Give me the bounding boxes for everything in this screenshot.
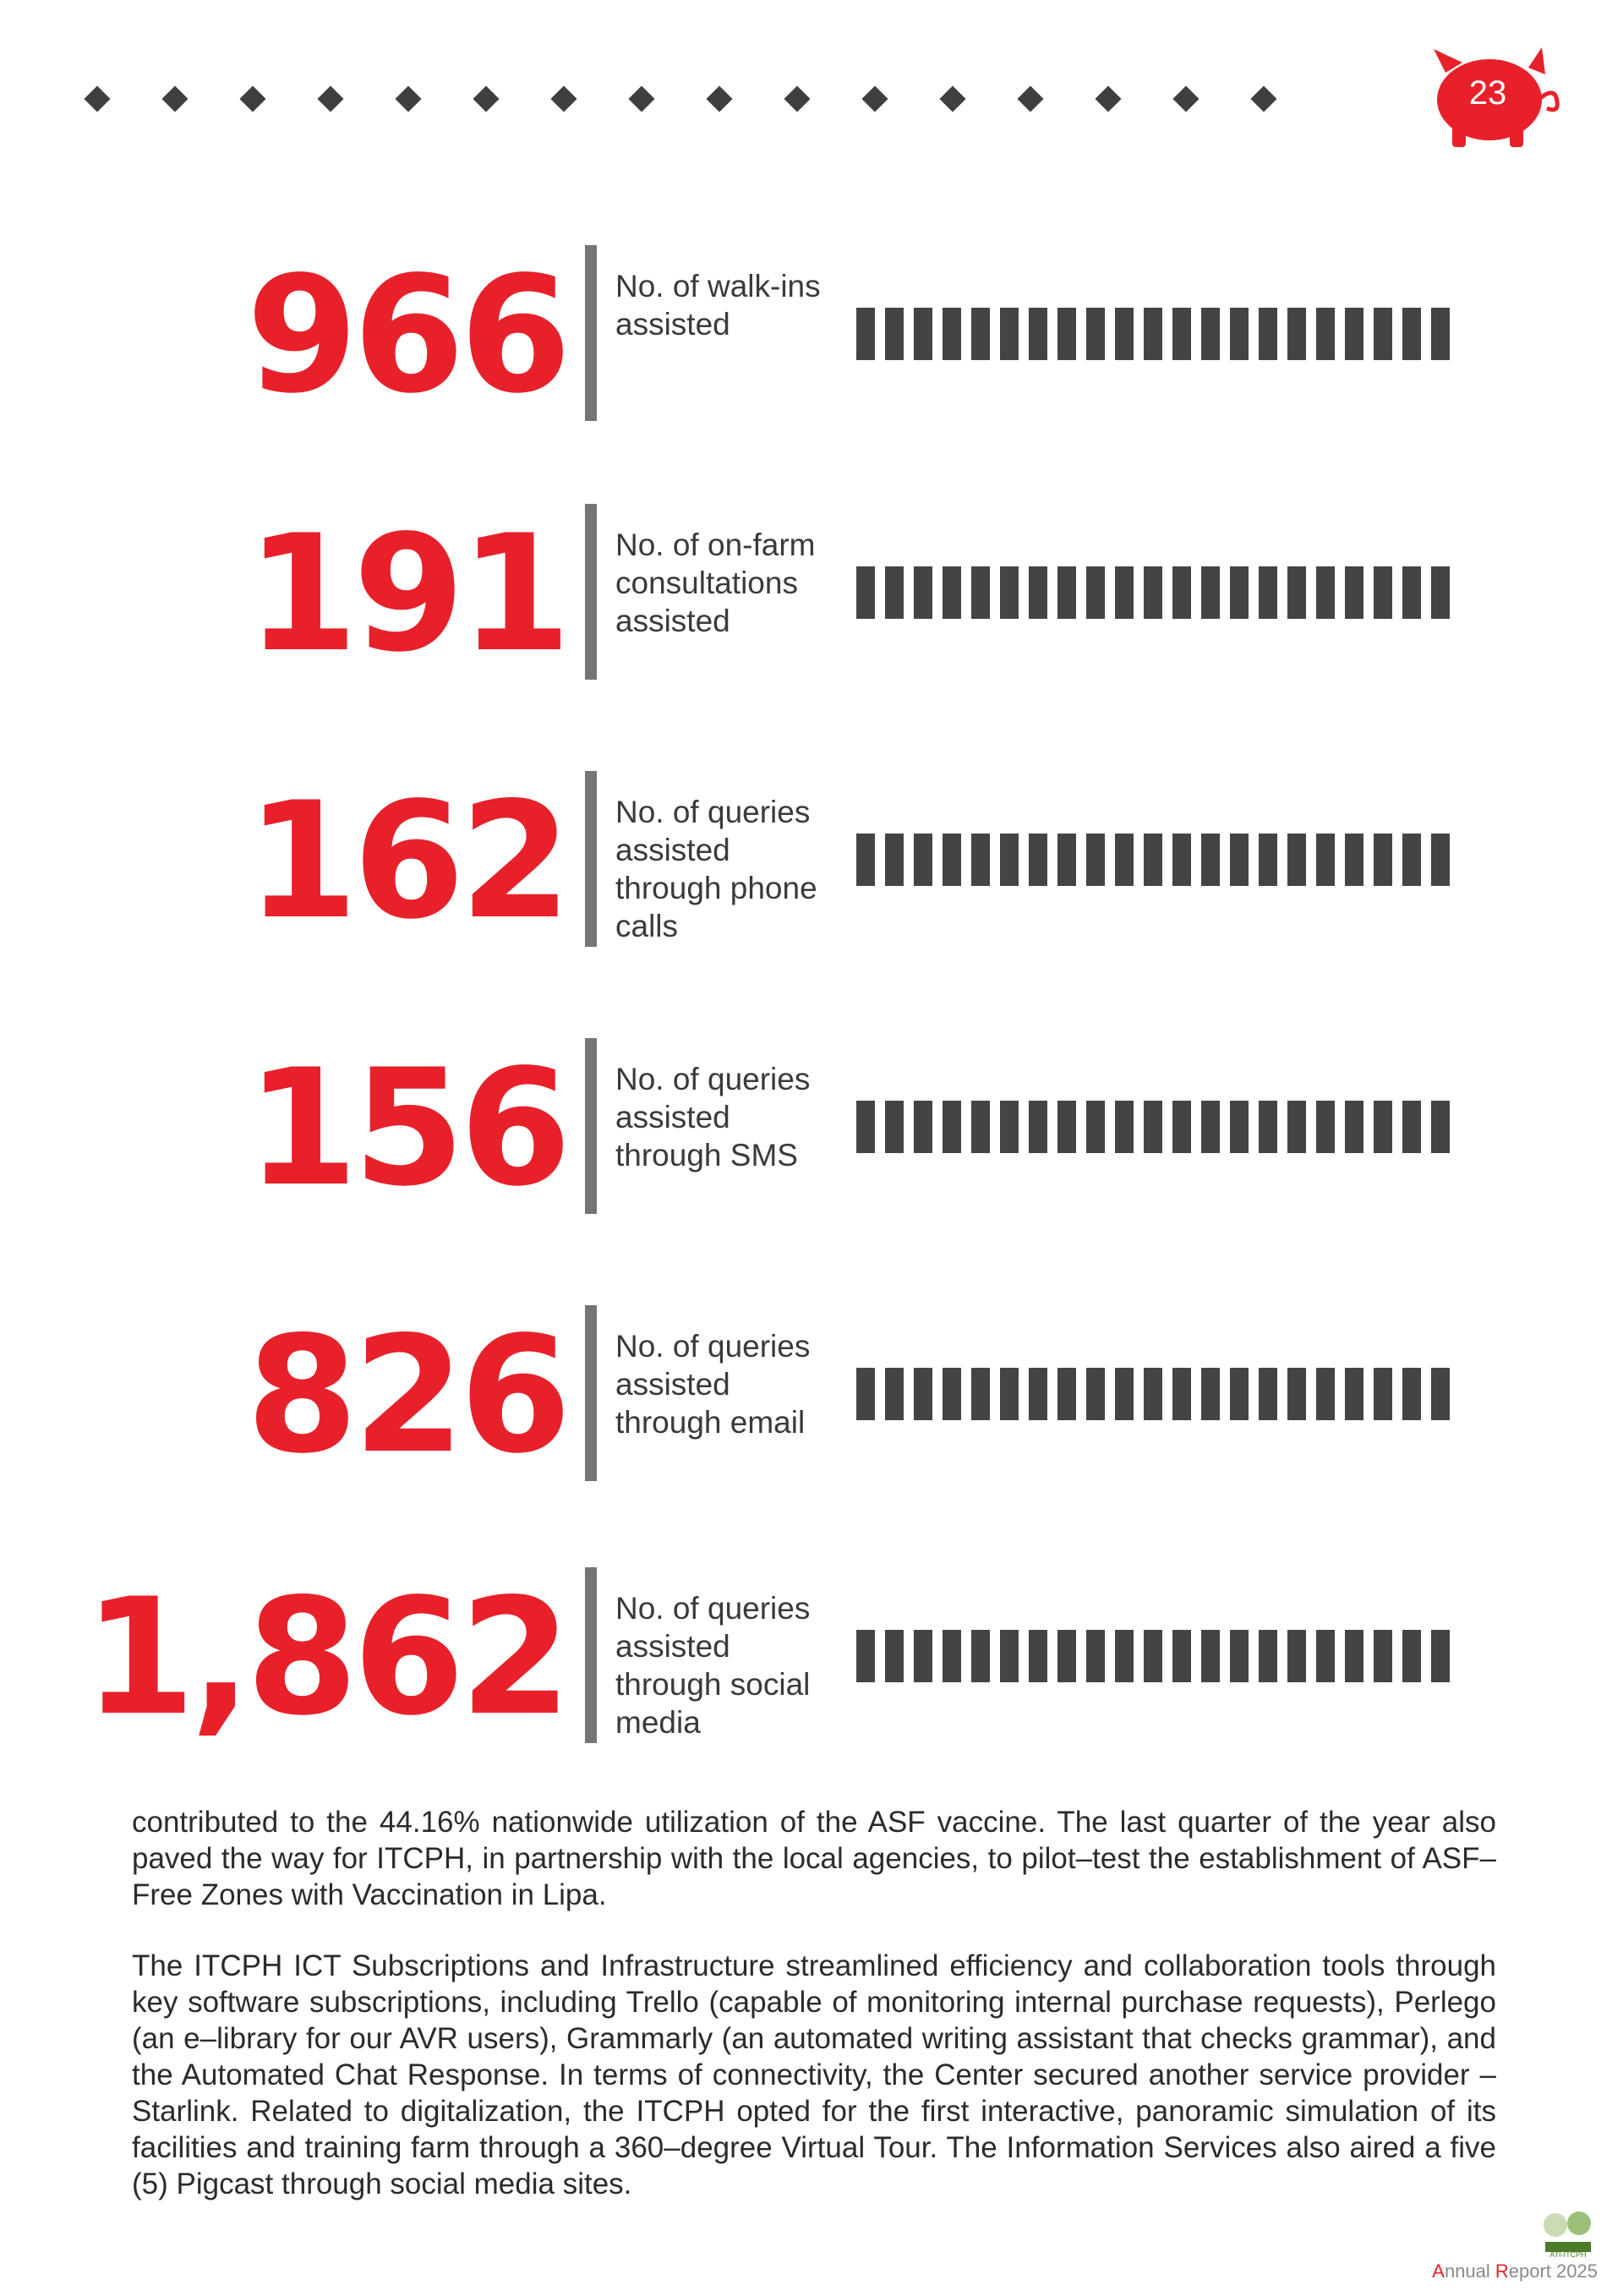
diamond-icon bbox=[1250, 85, 1276, 112]
stat-row-walk-ins bbox=[0, 242, 1623, 429]
stat-label: No. of queries assisted through SMS bbox=[615, 1062, 811, 1173]
stat-divider bbox=[585, 1305, 597, 1481]
page-badge bbox=[1429, 47, 1564, 149]
stat-divider bbox=[585, 504, 597, 680]
stat-divider bbox=[585, 1038, 597, 1214]
stat-divider bbox=[585, 1567, 597, 1743]
stat-divider bbox=[585, 245, 597, 421]
footer-annual-report bbox=[1432, 2260, 1598, 2282]
diamond-icon bbox=[395, 85, 421, 112]
stat-label: No. of queries assisted through social media bbox=[615, 1591, 811, 1740]
stat-number: 966 bbox=[246, 242, 566, 429]
stat-label: No. of on-farm consultations assisted bbox=[615, 528, 816, 638]
diamond-icon bbox=[784, 85, 810, 112]
stat-bar bbox=[856, 1368, 1456, 1420]
diamond-icon bbox=[239, 85, 265, 112]
stat-bar bbox=[856, 1101, 1456, 1153]
diamond-icon bbox=[939, 85, 965, 112]
diamond-icon bbox=[1017, 85, 1043, 112]
body-paragraph: The ITCPH ICT Subscriptions and Infrastructure streamlined efficiency and collaboration tools through key software subscriptions, including Trello (capable of monitoring internal purchase requests), Perlego (an e–library for our AVR users), Grammarly (an automated writing assistant that checks grammar), and the Automated Chat Response. In terms of connectivity, the Center secured another service provider – Starlink. Related to digitalization, the ITCPH opted for the first interactive, panoramic simulation of its facilities and training farm through a 360–degree Virtual Tour. The Information Services also aired a five (5) Pigcast through social media sites. bbox=[132, 1949, 1496, 2200]
decorative-diamond-row bbox=[88, 86, 1297, 113]
stat-row-on-farm-consultations bbox=[0, 500, 1623, 687]
footer-report-text-r: eport 2025 bbox=[1508, 2260, 1598, 2282]
stat-label: No. of queries assisted through phone calls bbox=[615, 795, 817, 943]
stat-number: 1,862 bbox=[84, 1564, 566, 1751]
diamond-icon bbox=[1172, 85, 1199, 112]
diamond-icon bbox=[861, 85, 888, 112]
footer-report-accent-a: A bbox=[1432, 2260, 1445, 2282]
stat-number: 162 bbox=[246, 768, 566, 954]
stat-row-phone-calls bbox=[0, 768, 1623, 954]
stat-bar bbox=[856, 1630, 1456, 1682]
stat-bar bbox=[856, 566, 1456, 619]
diamond-icon bbox=[706, 85, 732, 112]
footer-report-accent-r: R bbox=[1495, 2260, 1509, 2282]
diamond-icon bbox=[1095, 85, 1121, 112]
stat-row-email bbox=[0, 1302, 1623, 1489]
stat-label: No. of walk-ins assisted bbox=[615, 269, 821, 342]
stat-bar bbox=[856, 308, 1456, 360]
body-paragraph: contributed to the 44.16% nationwide utilization of the ASF vaccine. The last quarter of the year also paved the way for ITCPH, in partnership with the local agencies, to pilot–test the establishment of ASF–Free Zones with Vaccination in Lipa. bbox=[132, 1806, 1496, 1911]
stat-bar bbox=[856, 834, 1456, 886]
stat-number: 826 bbox=[246, 1302, 566, 1489]
stat-row-social-media bbox=[0, 1564, 1623, 1751]
diamond-icon bbox=[473, 85, 499, 112]
footer-logo-text: ATI-ITCPH bbox=[1549, 2250, 1587, 2259]
stat-number: 191 bbox=[246, 500, 566, 687]
page-number: 23 bbox=[1468, 74, 1507, 112]
footer-report-text-a: nnual bbox=[1444, 2260, 1495, 2282]
stat-divider bbox=[585, 771, 597, 947]
diamond-icon bbox=[550, 85, 577, 112]
stat-number: 156 bbox=[246, 1035, 566, 1222]
diamond-icon bbox=[317, 85, 343, 112]
stat-label: No. of queries assisted through email bbox=[615, 1329, 811, 1440]
diamond-icon bbox=[161, 85, 188, 112]
diamond-icon bbox=[84, 85, 110, 112]
stat-row-sms bbox=[0, 1035, 1623, 1222]
diamond-icon bbox=[628, 85, 654, 112]
